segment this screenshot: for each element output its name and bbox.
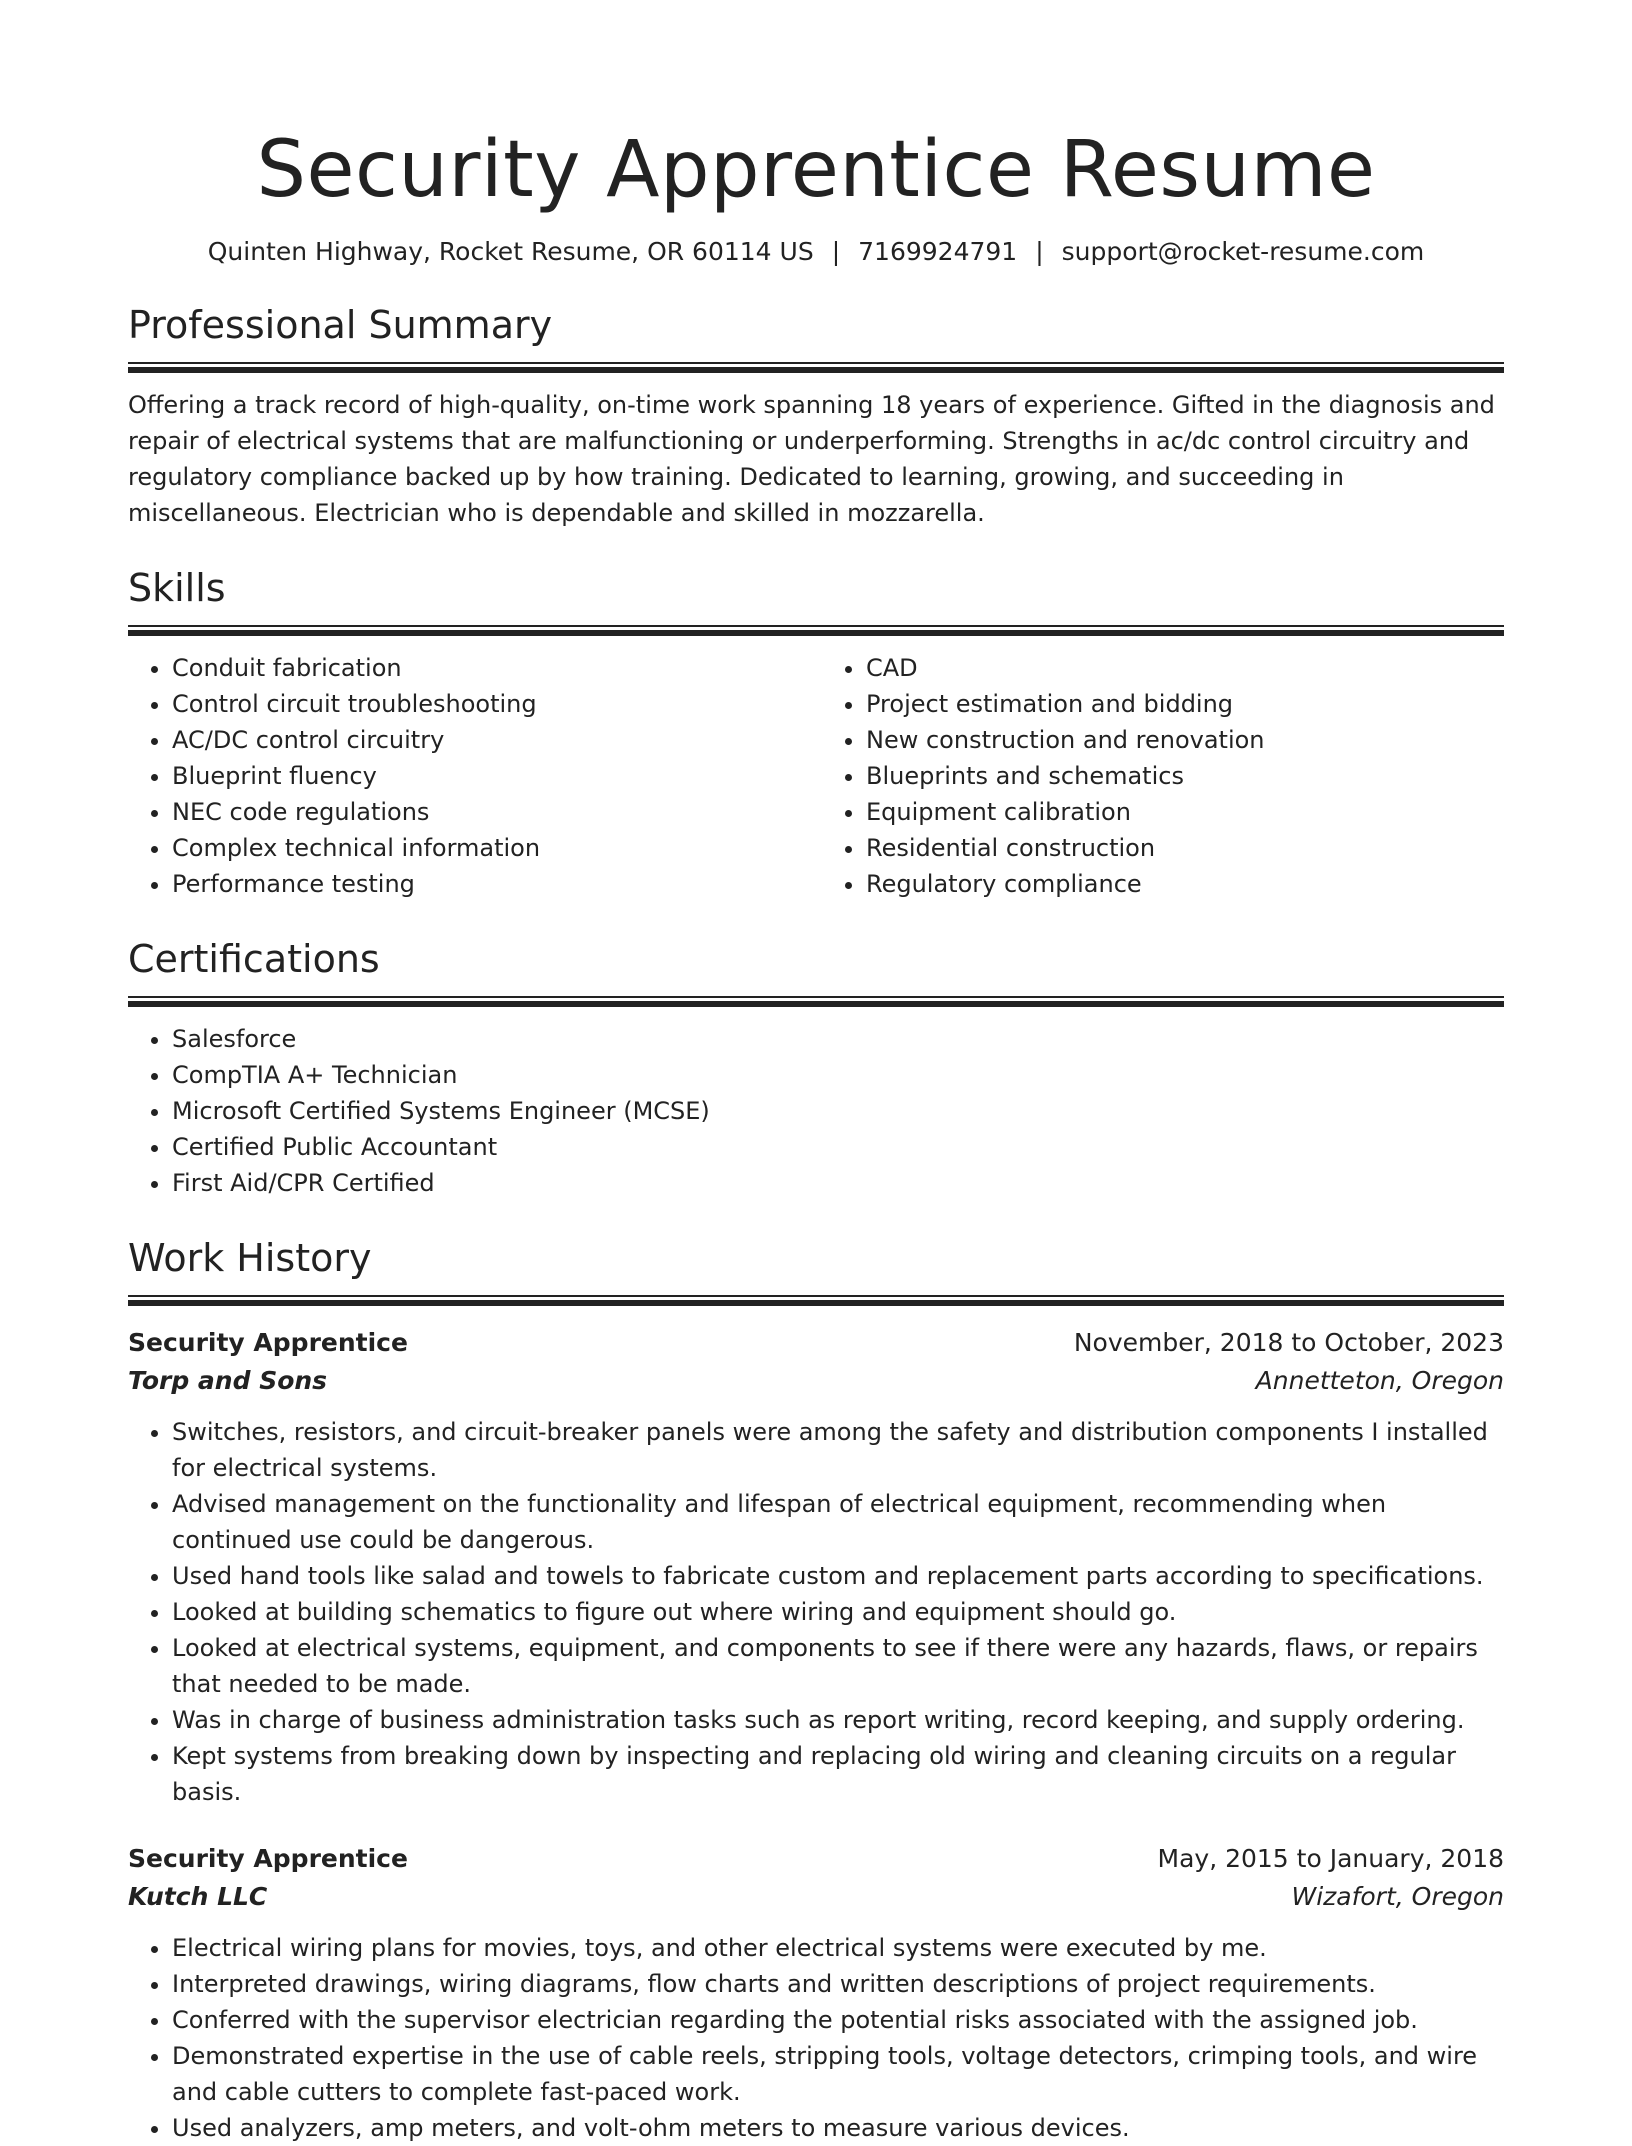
skill-item: • NEC code regulations: [172, 794, 816, 830]
job-bullets: [128, 1414, 1504, 1810]
skill-item: • Regulatory compliance: [866, 866, 1504, 902]
job-bullet: • Conferred with the supervisor electrician regarding the potential risks associated with the assigned job.: [172, 2002, 1504, 2038]
skill-item: • Complex technical information: [172, 830, 816, 866]
summary-section: [128, 302, 1504, 531]
skill-item: • New construction and renovation: [866, 722, 1504, 758]
work-history-section: [128, 1235, 1504, 2146]
contact-address: Quinten Highway, Rocket Resume, OR 60114 US: [207, 237, 814, 266]
job-header-row: [128, 1840, 1504, 1878]
section-divider: [128, 1295, 1504, 1306]
job-title: Security Apprentice: [128, 1328, 408, 1357]
job-title: Security Apprentice: [128, 1844, 408, 1873]
job-dates: November, 2018 to October, 2023: [1073, 1328, 1504, 1357]
certification-item: • First Aid/CPR Certified: [172, 1165, 1504, 1201]
contact-line: [128, 236, 1504, 268]
skill-item: • AC/DC control circuitry: [172, 722, 816, 758]
skill-item: • Conduit fabrication: [172, 650, 816, 686]
skills-grid: [128, 650, 1504, 902]
job-entry: [128, 1840, 1504, 2146]
skill-item: • CAD: [866, 650, 1504, 686]
job-bullet: • Switches, resistors, and circuit-breaker panels were among the safety and distribution components I installed for electrical systems.: [172, 1414, 1504, 1486]
job-subheader-row: [128, 1878, 1504, 1916]
skill-item: • Blueprint fluency: [172, 758, 816, 794]
section-divider: [128, 996, 1504, 1007]
job-bullet: • Looked at building schematics to figure out where wiring and equipment should go.: [172, 1594, 1504, 1630]
skill-item: • Project estimation and bidding: [866, 686, 1504, 722]
job-bullet: • Advised management on the functionality and lifespan of electrical equipment, recommending when continued use could be dangerous.: [172, 1486, 1504, 1558]
skill-item: • Control circuit troubleshooting: [172, 686, 816, 722]
summary-heading: Professional Summary: [128, 303, 553, 347]
job-header-row: [128, 1324, 1504, 1362]
skill-item: • Blueprints and schematics: [866, 758, 1504, 794]
section-divider: [128, 362, 1504, 373]
job-bullet: • Used analyzers, amp meters, and volt-ohm meters to measure various devices.: [172, 2110, 1504, 2146]
contact-email: support@rocket-resume.com: [1061, 237, 1425, 266]
job-bullet: • Was in charge of business administration tasks such as report writing, record keeping, and supply ordering.: [172, 1702, 1504, 1738]
certifications-list: [128, 1021, 1504, 1201]
job-company: Kutch LLC: [128, 1882, 268, 1911]
work-history-heading: Work History: [128, 1236, 372, 1280]
skills-heading: Skills: [128, 566, 226, 610]
job-bullets: [128, 1930, 1504, 2146]
job-bullet: • Kept systems from breaking down by inspecting and replacing old wiring and cleaning circuits on a regular basis.: [172, 1738, 1504, 1810]
certification-item: • Certified Public Accountant: [172, 1129, 1504, 1165]
contact-separator: |: [1035, 237, 1044, 266]
skill-item: • Residential construction: [866, 830, 1504, 866]
skills-section: [128, 565, 1504, 902]
job-location: Annetteton, Oregon: [1255, 1366, 1504, 1395]
job-location: Wizafort, Oregon: [1291, 1882, 1504, 1911]
summary-text: Offering a track record of high-quality, on-time work spanning 18 years of experience. Gifted in the diagnosis and repair of electrical systems that are malfunctioning or underperforming. Strengths in ac/dc control circuitry and regulatory compliance backed up by how training. Dedicated to learning, growing, and succeeding in miscellaneous. Electrician who is dependable and skilled in mozzarella.: [128, 391, 1495, 527]
skills-list-right: [816, 650, 1504, 902]
job-bullet: • Used hand tools like salad and towels to fabricate custom and replacement parts according to specifications.: [172, 1558, 1504, 1594]
certification-item: • Salesforce: [172, 1021, 1504, 1057]
resume-title: Security Apprentice Resume: [256, 125, 1376, 215]
job-bullet: • Electrical wiring plans for movies, toys, and other electrical systems were executed by me.: [172, 1930, 1504, 1966]
contact-phone: 7169924791: [858, 237, 1018, 266]
skill-item: • Performance testing: [172, 866, 816, 902]
job-bullet: • Demonstrated expertise in the use of cable reels, stripping tools, voltage detectors, crimping tools, and wire and cable cutters to complete fast-paced work.: [172, 2038, 1504, 2110]
certification-item: • Microsoft Certified Systems Engineer (MCSE): [172, 1093, 1504, 1129]
job-entry: [128, 1324, 1504, 1810]
contact-separator: |: [831, 237, 841, 266]
certifications-section: [128, 936, 1504, 1201]
job-subheader-row: [128, 1362, 1504, 1400]
job-dates: May, 2015 to January, 2018: [1157, 1844, 1504, 1873]
job-bullet: • Looked at electrical systems, equipment, and components to see if there were any hazards, flaws, or repairs that needed to be made.: [172, 1630, 1504, 1702]
skills-list-left: [128, 650, 816, 902]
skill-item: • Equipment calibration: [866, 794, 1504, 830]
job-bullet: • Interpreted drawings, wiring diagrams, flow charts and written descriptions of project requirements.: [172, 1966, 1504, 2002]
job-company: Torp and Sons: [128, 1366, 328, 1395]
certification-item: • CompTIA A+ Technician: [172, 1057, 1504, 1093]
certifications-heading: Certifications: [128, 937, 380, 981]
section-divider: [128, 625, 1504, 636]
